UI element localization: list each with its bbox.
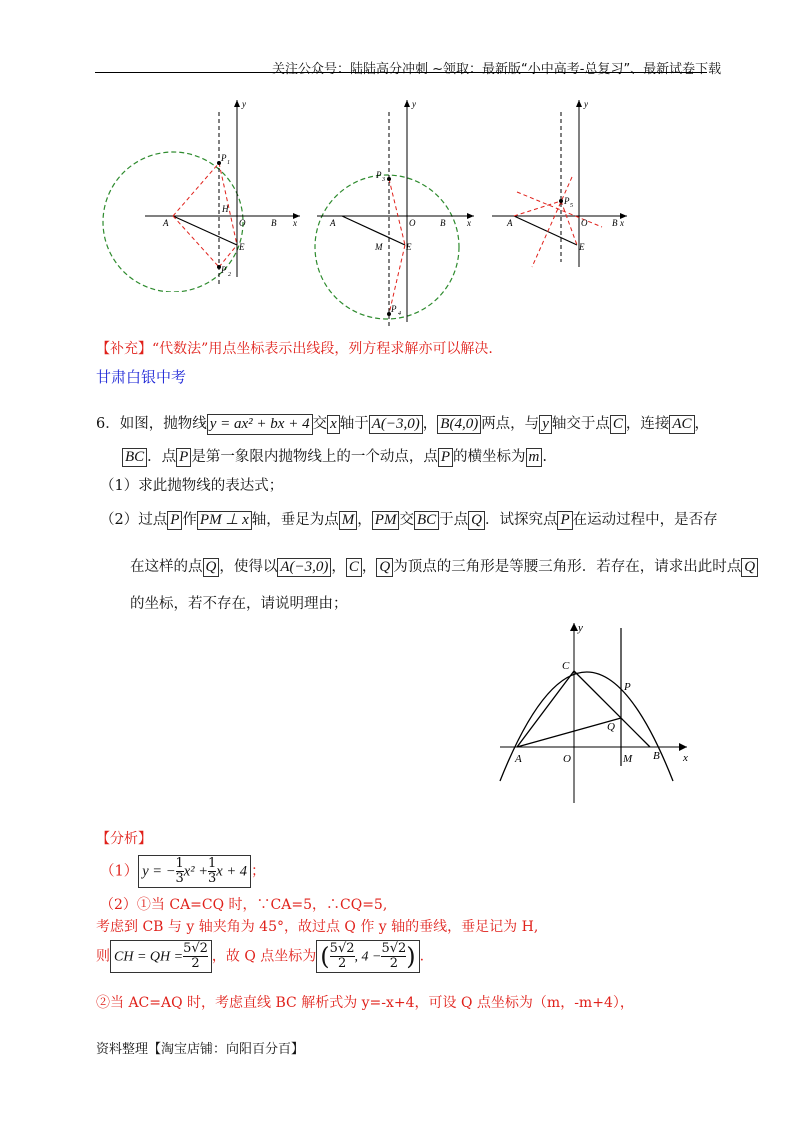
svg-text:B: B — [271, 218, 277, 228]
svg-text:Q: Q — [607, 721, 615, 733]
segment-AQ — [517, 718, 621, 747]
svg-text:2: 2 — [228, 272, 231, 278]
svg-text:E: E — [579, 242, 585, 252]
supplement-note: 【补充】“代数法”用点坐标表示出线段，列方程求解亦可以解决. — [96, 341, 493, 357]
svg-text:P: P — [376, 170, 382, 180]
svg-text:O: O — [239, 218, 246, 228]
question-2-line-3: 的坐标，若不存在，请说明理由； — [130, 596, 348, 612]
question-2-line-1: （2）过点 P 作 PM ⊥ x 轴，垂足为点 M ， PM 交 BC 于点 Q ．试探究点 P 在运动过程中，是否存 — [100, 511, 718, 528]
svg-text:x: x — [293, 218, 297, 228]
svg-text:E: E — [406, 242, 412, 252]
segment-AC — [517, 671, 574, 747]
svg-text:x: x — [467, 218, 471, 228]
parabola-curve — [500, 672, 673, 781]
svg-text:O: O — [563, 753, 571, 765]
svg-text:P: P — [221, 265, 227, 275]
analysis-2-line-3: 则 CH = QH = $\frac{5√2}{2}$ ，故 Q 点坐标为 ( $\frac{5√2}{2}$ , 4 − $\frac{5√2}{2}$ ) . — [96, 941, 425, 971]
svg-text:y: y — [412, 99, 416, 109]
svg-text:B: B — [612, 218, 618, 228]
svg-text:A: A — [330, 218, 336, 228]
figure-2 — [312, 92, 482, 327]
svg-text:y: y — [242, 99, 246, 109]
svg-text:x: x — [620, 218, 624, 228]
svg-text:O: O — [409, 218, 416, 228]
svg-text:A: A — [163, 218, 169, 228]
analysis-2-line-2: 考虑到 CB 与 y 轴夹角为 45°，故过点 Q 作 y 轴的垂线，垂足记为 H, — [96, 919, 539, 935]
figure-1 — [95, 92, 310, 292]
problem-line-2: BC ．点 P 是第一象限内抛物线上的一个动点，点 P 的横坐标为 m . — [122, 445, 547, 467]
header-rule — [95, 72, 707, 73]
analysis-2-line-1: （2）①当 CA=CQ 时，∵CA=5，∴CQ=5, — [100, 897, 388, 913]
analysis-2-line-4: ②当 AC=AQ 时，考虑直线 BC 解析式为 y=-x+4，可设 Q 点坐标为（m，-m+4）， — [96, 995, 634, 1011]
svg-text:3: 3 — [382, 177, 385, 183]
svg-text:A: A — [507, 218, 513, 228]
ch-qh-box: CH = QH = $\frac{5√2}{2}$ — [110, 940, 212, 973]
question-2-line-2: 在这样的点 Q ，使得以 A(−3,0) ， C ， Q 为顶点的三角形是等腰三角形．若存在，请求出此时点 Q — [130, 555, 758, 577]
svg-text:H: H — [222, 204, 229, 214]
svg-text:4: 4 — [398, 311, 401, 317]
problem-line-1: 6．如图，抛物线 y = ax² + bx + 4 交 x 轴于 A(−3,0) ， B(4,0) 两点，与 y 轴交于点 C ，连接 AC ， — [96, 412, 709, 435]
svg-text:P: P — [221, 153, 227, 163]
segment-BC — [574, 671, 650, 747]
main-figure — [495, 618, 700, 808]
svg-text:B: B — [653, 750, 660, 762]
svg-text:O: O — [581, 218, 588, 228]
svg-text:y: y — [578, 622, 583, 634]
section-title: 甘肃白银中考 — [96, 368, 187, 386]
svg-text:P: P — [564, 196, 570, 206]
question-1: （1）求此抛物线的表达式； — [100, 478, 284, 494]
svg-text:1: 1 — [227, 160, 230, 166]
svg-text:M: M — [623, 753, 633, 765]
svg-text:M: M — [375, 242, 383, 252]
circle-2 — [315, 175, 459, 319]
svg-text:P: P — [624, 681, 631, 693]
svg-text:A: A — [515, 753, 522, 765]
svg-text:P: P — [391, 304, 397, 314]
page-footer: 资料整理【淘宝店铺：向阳百分百】 — [96, 1042, 305, 1057]
svg-text:5: 5 — [570, 203, 573, 209]
figure-3 — [487, 92, 637, 272]
page-header: 关注公众号：陆陆高分冲刺 ~领取：最新版“小中高考-总复习”、最新试卷下载 — [272, 62, 722, 77]
svg-text:x: x — [683, 752, 688, 764]
q-coordinate-box: ( $\frac{5√2}{2}$ , 4 − $\frac{5√2}{2}$ ) — [316, 940, 419, 973]
analysis-title: 【分析】 — [96, 831, 152, 847]
svg-text:C: C — [562, 660, 570, 672]
svg-text:B: B — [440, 218, 446, 228]
svg-text:y: y — [584, 99, 588, 109]
analysis-answer-1: （1） y = − $\frac{1}{3}$ x² + $\frac{1}{3}$ x + 4 ； — [100, 856, 266, 886]
answer-1-box: y = − $\frac{1}{3}$ x² + $\frac{1}{3}$ x + 4 — [138, 855, 251, 888]
svg-text:E: E — [239, 242, 245, 252]
